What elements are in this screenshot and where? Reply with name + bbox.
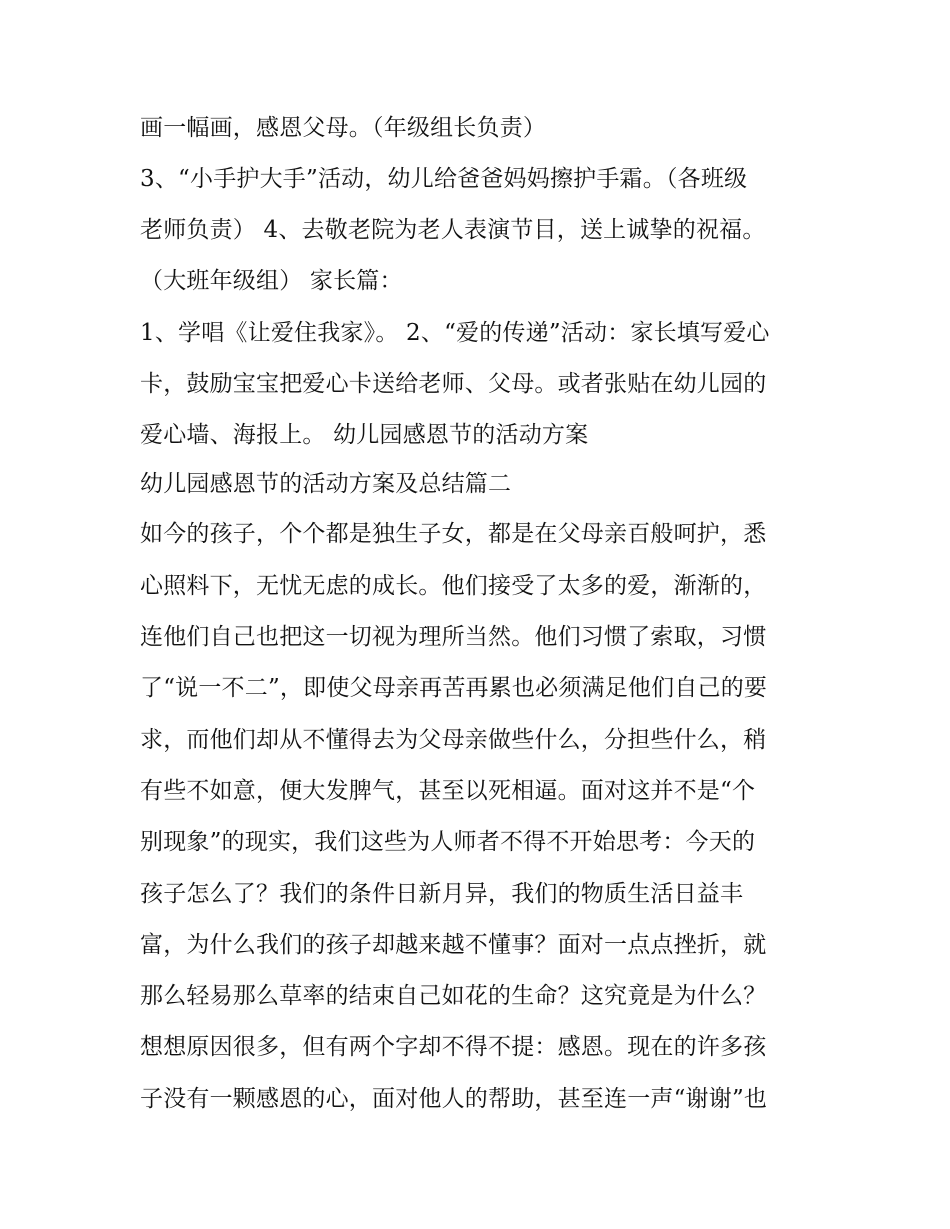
text-line: 卡，鼓励宝宝把爱心卡送给老师、父母。或者张贴在幼儿园的 [140,371,767,397]
text-line: 1、学唱《让爱住我家》。 2、“爱的传递”活动：家长填写爱心 [140,320,770,346]
text-line: 连他们自己也把这一切视为理所当然。他们习惯了索取，习惯 [140,624,767,650]
text-line: 画一幅画，感恩父母。（年级组长负责） [140,115,547,141]
text-line: 有些不如意，便大发脾气，甚至以死相逼。面对这并不是“个 [140,778,756,804]
text-line: 那么轻易那么草率的结束自己如花的生命？这究竟是为什么？ [140,983,767,1009]
text-line: 富，为什么我们的孩子却越来越不懂事？面对一点点挫折，就 [140,932,767,958]
text-line: （大班年级组） 家长篇： [140,268,403,294]
text-line: 心照料下，无忧无虑的成长。他们接受了太多的爱，渐渐的， [140,573,767,599]
section-heading: 幼儿园感恩节的活动方案及总结篇二 [140,471,512,497]
text-line: 了“说一不二”，即使父母亲再苦再累也必须满足他们自己的要 [140,675,768,701]
text-line: 别现象”的现实，我们这些为人师者不得不开始思考：今天的 [140,829,756,855]
text-line: 如今的孩子，个个都是独生子女，都是在父母亲百般呵护，悉 [140,521,767,547]
text-line: 求，而他们却从不懂得去为父母亲做些什么，分担些什么，稍 [140,727,767,753]
text-line: 子没有一颗感恩的心，面对他人的帮助，甚至连一声“谢谢”也 [140,1086,768,1112]
text-line: 想想原因很多，但有两个字却不得不提：感恩。现在的许多孩 [140,1034,767,1060]
text-line: 老师负责） 4、去敬老院为老人表演节目，送上诚挚的祝福。 [140,217,766,243]
text-line: 3、“小手护大手”活动，幼儿给爸爸妈妈擦护手霜。（各班级 [140,166,748,192]
text-line: 爱心墙、海报上。 幼儿园感恩节的活动方案 [140,422,589,448]
text-line: 孩子怎么了？我们的条件日新月异，我们的物质生活日益丰 [140,881,744,907]
